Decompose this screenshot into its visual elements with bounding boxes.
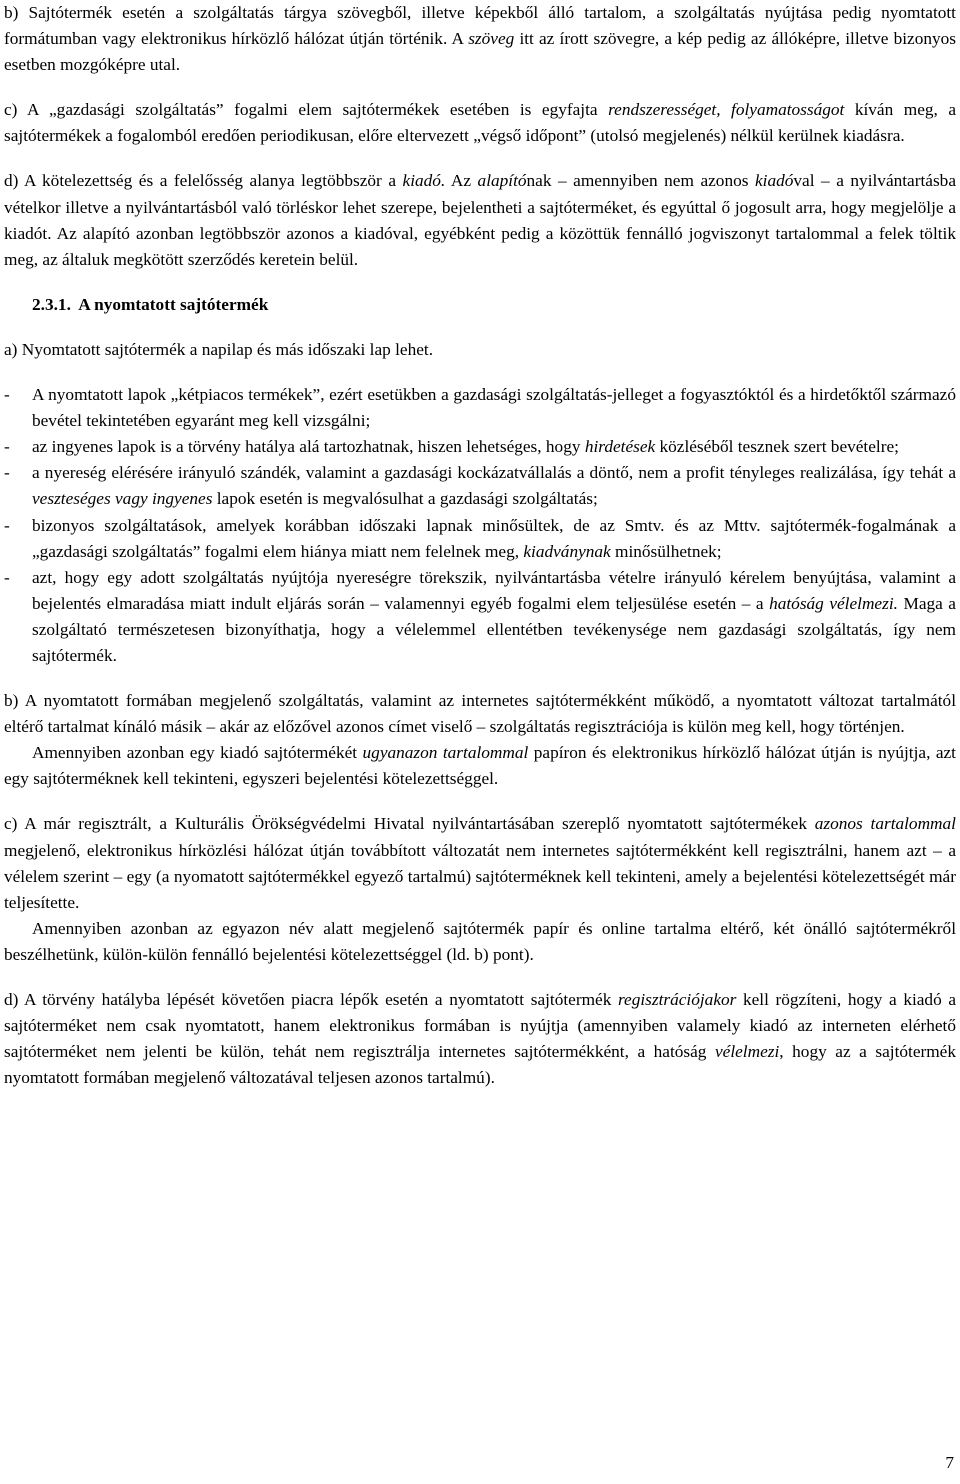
italic-term: veszteséges vagy ingyenes [32,489,213,509]
page-number: 7 [945,1453,954,1472]
italic-term: kiadó [754,171,794,191]
list-item: - a nyereség elérésére irányuló szándék, valamint a gazdasági kockázatvállalás a döntő, nem a profit tényleges realizálása, így tehát a veszteséges vagy ingyenes lapok esetén is megvalósulhat a gazdasági szolgáltatás; [4,460,956,512]
dash-mark: - [4,385,10,405]
italic-term: hirdetések [584,437,656,457]
paragraph-b-continued: Amennyiben azonban egy kiadó sajtótermékét ugyanazon tartalommal papíron és elektronikus hírközlő hálózat útján is nyújtja, azt egy sajtóterméknek kell tekinteni, egyszeri bejelentési kötelezettséggel. [4,743,956,789]
paragraph-d2: d) A törvény hatályba lépését követően piacra lépők esetén a nyomtatott sajtótermék regisztrációjakor kell rögzíteni, hogy a kiadó a sajtóterméket nem csak nyomtatott, hanem elektronikus formában is nyújtja (amennyiben valamely kiadó az interneten elérhető sajtóterméket nem jelenti be külön, tehát nem regisztrálja internetes sajtótermékként, a hatóság vélelmezi, hogy az a sajtótermék nyomtatott formában megjelenő változatával teljesen azonos tartalmú). [4,990,957,1088]
italic-term: hatóság vélelmezi. [769,593,898,613]
section-number: 2.3.1. [32,294,71,314]
paragraph-c2-continued: Amennyiben azonban az egyazon név alatt megjelenő sajtótermék papír és online tartalma eltérő, két önálló sajtótermékről beszélhetünk, külön-külön fennálló bejelentési kötelezettséggel (ld. b) pont). [4,918,956,964]
italic-term: kiadványnak [523,541,611,561]
paragraph-a: a) Nyomtatott sajtótermék a napilap és más időszaki lap lehet. [4,339,434,359]
document-page [4,0,956,1091]
italic-term: alapító [477,171,527,191]
italic-term: szöveg [468,29,515,49]
italic-term: kiadó. [402,171,446,191]
list-item: - bizonyos szolgáltatások, amelyek korábban időszaki lapnak minősültek, de az Smtv. és az Mttv. sajtótermék-fogalmának a „gazdasági szolgáltatás” fogalmi elem hiánya miatt nem felelnek meg, kiadványnak minősülhetnek; [4,513,956,565]
paragraph-b: b) A nyomtatott formában megjelenő szolgáltatás, valamint az internetes sajtótermékként működő, a nyomtatott változat tartalmától eltérő tartalmat kínáló másik – akár az előzővel azonos címet viselő – szolgáltatás regisztrációja is külön meg kell, hogy történjen. [4,691,956,737]
section-title: A nyomtatott sajtótermék [78,294,269,314]
italic-term: azonos tartalommal [814,814,956,834]
list-item: - az ingyenes lapok is a törvény hatálya alá tartozhatnak, hiszen lehetséges, hogy hirdetések közléséből tesznek szert bevételre; [4,434,956,460]
section-heading [32,292,956,318]
italic-term: vélelmezi [715,1042,780,1062]
dash-mark: - [4,515,10,535]
paragraph-c: c) A „gazdasági szolgáltatás” fogalmi elem sajtótermékek esetében is egyfajta rendszerességet, folyamatosságot kíván meg, a sajtótermékek a fogalomból eredően periodikusan, előre eltervezett „végső időpont” (utolsó megjelenés) nélkül kerülnek kiadásra. [4,100,956,146]
paragraph-b-top: b) Sajtótermék esetén a szolgáltatás tárgya szövegből, illetve képekből álló tartalom, a szolgáltatás nyújtása pedig nyomtatott formátumban vagy elektronikus hírközlő hálózat útján történik. A szöveg itt az írott szövegre, a kép pedig az állóképre, illetve bizonyos esetben mozgóképre utal. [4,3,956,75]
dash-mark: - [4,567,10,587]
dash-list [4,382,956,669]
paragraph-d: d) A kötelezettség és a felelősség alanya legtöbbször a kiadó. Az alapítónak – amennyiben nem azonos kiadóval – a nyilvántartásba vételkor illetve a nyilvántartásból való törléskor lehet szerepe, bejelentheti a sajtóterméket, és egyúttal ő jogosult arra, hogy megjelölje a kiadót. Az alapító azonban legtöbbször azonos a kiadóval, egyébként pedig a közöttük fennálló jogviszonyt tartalommal a felek töltik meg, az általuk megkötött szerződés keretein belül. [4,171,956,269]
paragraph-c2: c) A már regisztrált, a Kulturális Örökségvédelmi Hivatal nyilvántartásában szereplő nyomtatott sajtótermékek azonos tartalommal megjelenő, elektronikus hírközlési hálózat útján továbbított változatát nem internetes sajtótermékként kell regisztrálni, hanem azt – a vélelem szerint – egy (a nyomatott sajtótermékkel egyező tartalmú) sajtóterméknek kell tekinteni, amely a bejelentési kötelezettségét már teljesítette. [4,814,956,912]
dash-mark: - [4,463,10,483]
list-item: - azt, hogy egy adott szolgáltatás nyújtója nyereségre törekszik, nyilvántartásba vételre irányuló kérelem benyújtása, valamint a bejelentés elmaradása miatt indult eljárás során – valamennyi egyéb fogalmi elem teljesülése esetén – a hatóság vélelmezi. Maga a szolgáltató természetesen bizonyíthatja, hogy a vélelemmel ellentétben tevékenysége nem gazdasági szolgáltatás, így nem sajtótermék. [4,565,956,669]
list-item: - A nyomtatott lapok „kétpiacos termékek”, ezért esetükben a gazdasági szolgáltatás-jelleget a fogyasztóktól és a hirdetőktől származó bevétel tekintetében egyaránt meg kell vizsgálni; [4,382,956,434]
italic-term: ugyanazon tartalommal [362,743,529,763]
italic-term: regisztrációjakor [617,990,737,1009]
italic-term: rendszerességet, folyamatosságot [608,100,845,120]
dash-mark: - [4,437,10,457]
